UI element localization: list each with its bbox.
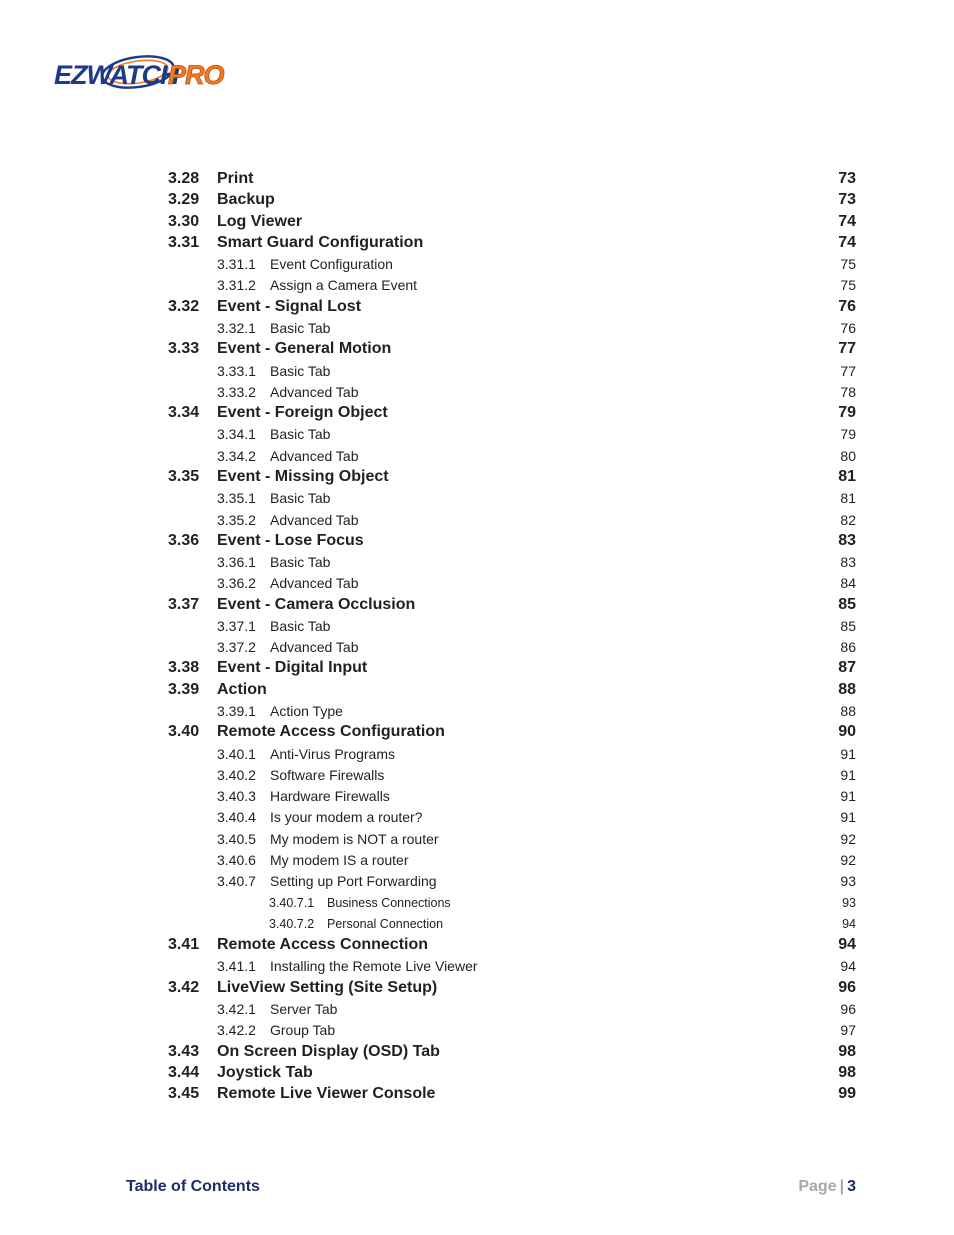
toc-entry[interactable]	[0, 721, 954, 743]
toc-entry-title: Basic Tab	[270, 490, 331, 507]
toc-entry[interactable]	[0, 955, 954, 977]
toc-entry-page: 92	[840, 830, 856, 847]
toc-entry-page: 94	[840, 958, 856, 975]
toc-entry-title: Software Firewalls	[270, 766, 385, 783]
toc-entry[interactable]	[0, 466, 954, 488]
toc-entry-number: 3.35.1	[217, 490, 256, 507]
toc-entry-title: Event - Foreign Object	[217, 404, 388, 422]
toc-entry-number: 3.41.1	[217, 958, 256, 975]
toc-entry-number: 3.42.1	[217, 1000, 256, 1017]
toc-entry-number: 3.34.1	[217, 426, 256, 443]
toc-entry-number: 3.40.5	[217, 830, 256, 847]
toc-entry-page: 75	[840, 256, 856, 273]
toc-entry-title: Basic Tab	[270, 426, 331, 443]
toc-entry[interactable]	[0, 189, 954, 211]
toc-entry[interactable]	[0, 168, 954, 190]
toc-entry-title: Advanced Tab	[270, 511, 359, 528]
toc-entry[interactable]	[0, 338, 954, 360]
toc-entry-title: Event - Signal Lost	[217, 297, 362, 315]
toc-entry-title: Remote Access Connection	[217, 936, 429, 954]
toc-entry-page: 77	[838, 340, 856, 358]
toc-entry-number: 3.37.2	[217, 639, 256, 656]
toc-entry-number: 3.33.2	[217, 383, 256, 400]
toc-entry-title: Business Connections	[327, 895, 451, 910]
toc-entry-title: Log Viewer	[217, 212, 303, 230]
toc-entry-number: 3.44	[168, 1063, 200, 1081]
toc-entry-title: Joystick Tab	[217, 1063, 313, 1081]
toc-entry[interactable]	[0, 657, 954, 679]
toc-entry[interactable]	[0, 211, 954, 233]
toc-entry-number: 3.40.4	[217, 809, 256, 826]
toc-entry-page: 82	[840, 511, 856, 528]
footer-separator: |	[839, 1178, 845, 1195]
toc-entry-number: 3.40.7	[217, 873, 256, 890]
toc-entry-title: Advanced Tab	[270, 575, 359, 592]
toc-entry-page: 94	[842, 916, 856, 931]
toc-entry-title: Smart Guard Configuration	[217, 233, 424, 251]
footer-title: Table of Contents	[126, 1178, 260, 1195]
toc-entry-number: 3.40.3	[217, 788, 256, 805]
toc-entry-number: 3.32.1	[217, 320, 256, 336]
toc-entry[interactable]	[0, 700, 954, 722]
toc-entry-title: Event - General Motion	[217, 340, 392, 358]
toc-entry-title: On Screen Display (OSD) Tab	[217, 1042, 440, 1060]
toc-entry[interactable]	[0, 594, 954, 616]
toc-entry-page: 99	[838, 1085, 856, 1102]
toc-entry-number: 3.32	[168, 297, 200, 315]
toc-entry-page: 86	[840, 639, 856, 656]
toc-entry-number: 3.34	[168, 404, 200, 422]
toc-entry-number: 3.43	[168, 1042, 200, 1060]
page-footer	[0, 1176, 954, 1198]
toc-entry[interactable]	[0, 360, 954, 382]
toc-entry-title: My modem is NOT a router	[270, 830, 439, 847]
toc-entry[interactable]	[0, 1083, 954, 1105]
toc-entry-page: 98	[838, 1042, 856, 1060]
toc-entry-number: 3.34.2	[217, 447, 256, 464]
toc-entry-title: Setting up Port Forwarding	[270, 873, 437, 890]
footer-page-number	[798, 1176, 856, 1198]
toc-entry-number: 3.29	[168, 191, 200, 209]
toc-entry-number: 3.37.1	[217, 617, 256, 634]
toc-entry-page: 90	[838, 723, 856, 741]
toc-entry-number: 3.40.1	[217, 745, 256, 762]
toc-entry[interactable]	[0, 785, 954, 807]
toc-entry-number: 3.40.6	[217, 852, 256, 868]
toc-entry-page: 76	[840, 320, 856, 336]
toc-entry-page: 96	[840, 1000, 856, 1017]
toc-entry-page: 98	[838, 1063, 856, 1081]
toc-entry-number: 3.42	[168, 978, 200, 996]
toc-entry-page: 84	[840, 575, 856, 592]
toc-entry[interactable]	[0, 828, 954, 850]
toc-entry-number: 3.31	[168, 233, 200, 251]
toc-entry-title: Advanced Tab	[270, 639, 359, 656]
toc-entry[interactable]	[0, 892, 954, 914]
toc-entry[interactable]	[0, 913, 954, 935]
toc-entry-number: 3.36.2	[217, 575, 256, 592]
toc-entry-number: 3.39.1	[217, 703, 256, 719]
toc-entry[interactable]	[0, 1019, 954, 1041]
toc-entry-number: 3.40	[168, 723, 200, 741]
toc-entry-title: Basic Tab	[270, 362, 331, 379]
footer-page-value: 3	[847, 1178, 856, 1195]
toc-entry-title: Event - Camera Occlusion	[217, 595, 416, 613]
toc-entry-title: Print	[217, 170, 254, 187]
toc-entry[interactable]	[0, 296, 954, 318]
toc-entry[interactable]	[0, 998, 954, 1020]
svg-text:PRO: PRO	[168, 60, 224, 90]
toc-entry-page: 94	[838, 936, 856, 954]
toc-entry-page: 83	[840, 554, 856, 570]
toc-entry-title: Event - Digital Input	[217, 659, 368, 677]
toc-entry-number: 3.41	[168, 936, 200, 954]
toc-entry-title: Is your modem a router?	[270, 809, 423, 826]
toc-entry[interactable]	[0, 1062, 954, 1084]
toc-entry-page: 74	[838, 233, 856, 251]
toc-entry[interactable]	[0, 934, 954, 956]
toc-entry[interactable]	[0, 615, 954, 637]
toc-entry-title: Basic Tab	[270, 554, 331, 570]
footer-page-label: Page	[798, 1178, 837, 1195]
toc-entry[interactable]	[0, 572, 954, 594]
toc-entry-page: 91	[840, 766, 856, 783]
toc-entry[interactable]	[0, 232, 954, 254]
toc-entry-title: Personal Connection	[327, 916, 444, 931]
toc-entry[interactable]	[0, 870, 954, 892]
toc-entry[interactable]	[0, 487, 954, 509]
toc-entry-page: 88	[840, 703, 856, 719]
toc-entry-page: 73	[838, 191, 856, 209]
toc-entry-number: 3.39	[168, 680, 200, 698]
toc-entry-page: 81	[840, 490, 856, 507]
toc-entry-page: 76	[838, 297, 856, 315]
toc-entry-page: 88	[838, 680, 856, 698]
toc-entry-page: 74	[838, 212, 856, 230]
toc-entry-title: My modem IS a router	[270, 852, 409, 868]
toc-entry-title: Event Configuration	[270, 256, 393, 273]
toc-entry-title: Server Tab	[270, 1000, 338, 1017]
toc-entry[interactable]	[0, 743, 954, 765]
toc-entry-title: Installing the Remote Live Viewer	[270, 958, 478, 975]
toc-entry[interactable]	[0, 764, 954, 786]
toc-entry-title: Remote Live Viewer Console	[217, 1085, 436, 1102]
toc-entry-number: 3.36.1	[217, 554, 256, 570]
toc-entry-number: 3.36	[168, 531, 200, 549]
toc-entry-title: Group Tab	[270, 1022, 336, 1039]
toc-entry-page: 77	[840, 362, 856, 379]
toc-entry-title: Action	[217, 680, 267, 698]
svg-text:EZWATCH: EZWATCH	[54, 60, 179, 90]
toc-entry-page: 78	[840, 383, 856, 400]
toc-entry-page: 93	[842, 895, 856, 910]
toc-entry-title: Event - Missing Object	[217, 467, 389, 485]
toc-entry-number: 3.40.2	[217, 766, 256, 783]
toc-entry-number: 3.30	[168, 212, 200, 230]
toc-entry[interactable]	[0, 509, 954, 531]
toc-entry-page: 80	[840, 447, 856, 464]
toc-entry-title: Advanced Tab	[270, 383, 359, 400]
toc-entry-title: LiveView Setting (Site Setup)	[217, 978, 438, 996]
toc-entry-page: 79	[840, 426, 856, 443]
toc-entry-page: 73	[838, 170, 856, 187]
toc-entry-number: 3.42.2	[217, 1022, 256, 1039]
toc-entry-page: 93	[840, 873, 856, 890]
toc-entry[interactable]	[0, 402, 954, 424]
toc-entry-title: Assign a Camera Event	[270, 277, 418, 294]
toc-entry-title: Backup	[217, 191, 275, 209]
toc-entry-page: 79	[838, 404, 856, 422]
toc-entry-title: Event - Lose Focus	[217, 531, 364, 549]
toc-entry[interactable]	[0, 381, 954, 403]
toc-entry-title: Basic Tab	[270, 320, 331, 336]
toc-entry-number: 3.31.2	[217, 277, 256, 294]
toc-entry-number: 3.37	[168, 595, 200, 613]
toc-entry[interactable]	[0, 679, 954, 701]
toc-entry-page: 85	[838, 595, 856, 613]
toc-entry-number: 3.31.1	[217, 256, 256, 273]
toc-entry[interactable]	[0, 636, 954, 658]
toc-entry-title: Action Type	[270, 703, 343, 719]
toc-entry-number: 3.35.2	[217, 511, 256, 528]
ezwatch-pro-logo	[52, 50, 228, 96]
toc-entry-title: Anti-Virus Programs	[270, 745, 396, 762]
toc-entry-number: 3.45	[168, 1085, 200, 1102]
toc-entry-page: 96	[838, 978, 856, 996]
toc-entry[interactable]	[0, 253, 954, 275]
toc-entry-page: 83	[838, 531, 856, 549]
toc-entry-page: 75	[840, 277, 856, 294]
toc-entry-page: 91	[840, 788, 856, 805]
toc-entry[interactable]	[0, 551, 954, 573]
toc-entry-page: 92	[840, 852, 856, 868]
toc-entry[interactable]	[0, 530, 954, 552]
toc-entry-number: 3.33	[168, 340, 200, 358]
toc-entry-title: Basic Tab	[270, 617, 331, 634]
toc-entry-number: 3.40.7.1	[269, 895, 315, 910]
toc-entry-number: 3.40.7.2	[269, 916, 315, 931]
toc-entry-title: Hardware Firewalls	[270, 788, 390, 805]
toc-entry[interactable]	[0, 274, 954, 296]
toc-entry[interactable]	[0, 806, 954, 828]
toc-entry-number: 3.33.1	[217, 362, 256, 379]
toc-entry[interactable]	[0, 423, 954, 445]
toc-entry-page: 97	[840, 1022, 856, 1039]
toc-entry-page: 85	[840, 617, 856, 634]
toc-entry-page: 91	[840, 809, 856, 826]
toc-entry[interactable]	[0, 849, 954, 871]
toc-entry-number: 3.38	[168, 659, 200, 677]
toc-entry-page: 87	[838, 659, 856, 677]
toc-entry[interactable]	[0, 445, 954, 467]
toc-entry[interactable]	[0, 1041, 954, 1063]
toc-entry-page: 91	[840, 745, 856, 762]
toc-entry[interactable]	[0, 977, 954, 999]
toc-entry[interactable]	[0, 317, 954, 339]
toc-entry-number: 3.28	[168, 170, 200, 187]
toc-entry-title: Remote Access Configuration	[217, 723, 445, 741]
toc-entry-number: 3.35	[168, 467, 200, 485]
toc-entry-page: 81	[838, 467, 856, 485]
toc-entry-title: Advanced Tab	[270, 447, 359, 464]
